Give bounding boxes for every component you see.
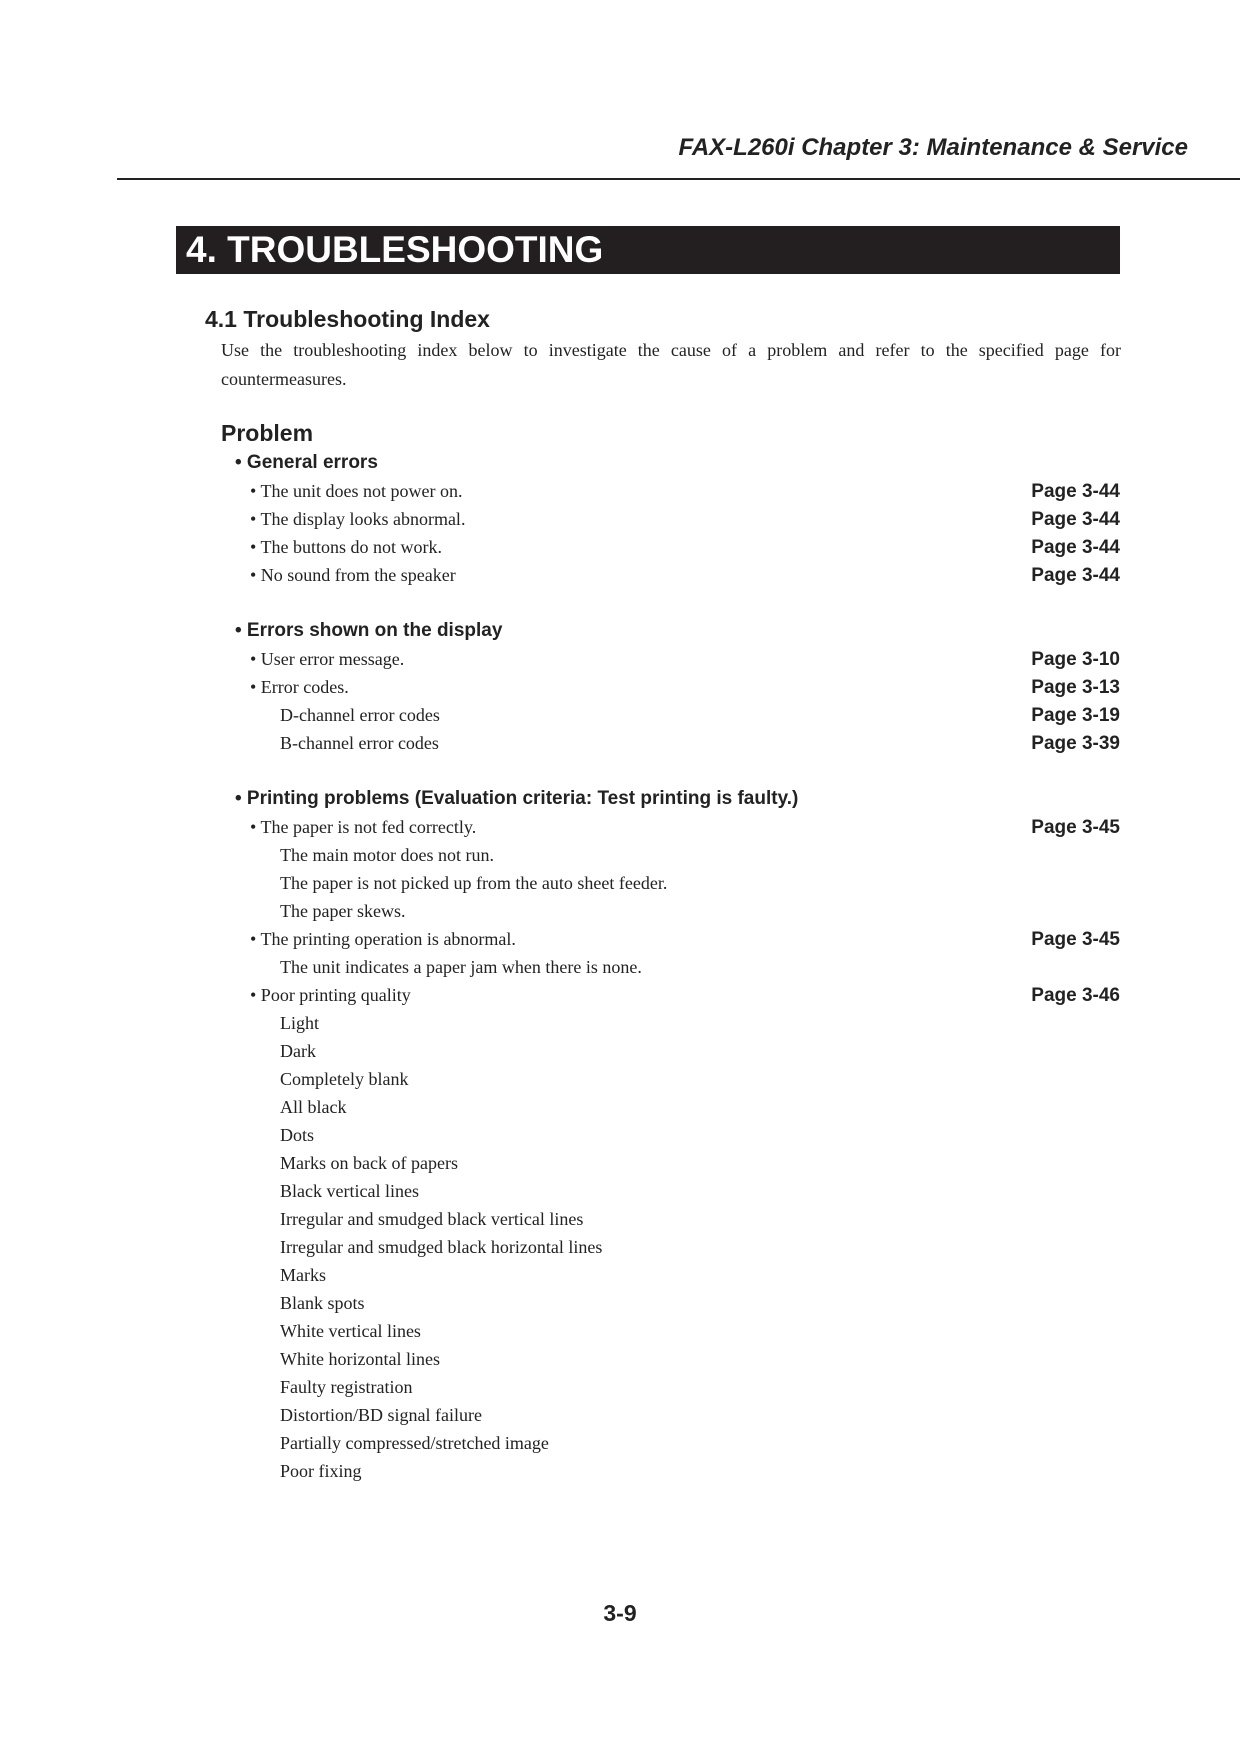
- index-item-label: • No sound from the speaker: [250, 565, 456, 585]
- index-row: [0, 929, 1240, 957]
- index-row: [0, 901, 1240, 929]
- index-row: [0, 1265, 1240, 1293]
- index-row: [0, 1181, 1240, 1209]
- group-title: • General errors: [235, 452, 378, 473]
- index-row: [0, 845, 1240, 873]
- index-row: [0, 565, 1240, 593]
- index-row: [0, 1433, 1240, 1461]
- index-item-label: The paper skews.: [280, 901, 406, 921]
- index-row: [0, 509, 1240, 537]
- index-item-label: Black vertical lines: [280, 1181, 419, 1201]
- header-rule: [117, 178, 1240, 180]
- index-item-label: Irregular and smudged black horizontal lines: [280, 1237, 603, 1257]
- index-item-label: Poor fixing: [280, 1461, 362, 1481]
- page-reference: Page 3-44: [1031, 481, 1120, 502]
- index-row: [0, 481, 1240, 509]
- index-row: [0, 873, 1240, 901]
- index-item-label: Marks on back of papers: [280, 1153, 458, 1173]
- section-title: 4.1 Troubleshooting Index: [205, 306, 490, 332]
- page-number: 3-9: [603, 1600, 637, 1626]
- problem-heading: Problem: [221, 420, 314, 446]
- index-item-label: Dots: [280, 1125, 315, 1145]
- index-row: [0, 1125, 1240, 1153]
- page-reference: Page 3-13: [1031, 677, 1120, 698]
- page-reference: Page 3-44: [1031, 537, 1120, 558]
- index-row: [0, 1097, 1240, 1125]
- index-item-label: White horizontal lines: [280, 1349, 440, 1369]
- index-row: [0, 985, 1240, 1013]
- index-item-label: • The printing operation is abnormal.: [250, 929, 516, 949]
- page-reference: Page 3-39: [1031, 733, 1120, 754]
- index-item-label: Distortion/BD signal failure: [280, 1405, 482, 1425]
- index-item-label: Partially compressed/stretched image: [280, 1433, 549, 1453]
- index-row: [0, 705, 1240, 733]
- index-item-label: • The paper is not fed correctly.: [250, 817, 477, 837]
- index-row: [0, 677, 1240, 705]
- index-item-label: Dark: [280, 1041, 316, 1061]
- index-row: [0, 1461, 1240, 1489]
- index-item-label: Faulty registration: [280, 1377, 413, 1397]
- index-row: [0, 817, 1240, 845]
- index-item-label: B-channel error codes: [280, 733, 439, 753]
- page-reference: Page 3-45: [1031, 929, 1120, 950]
- index-row: [0, 1349, 1240, 1377]
- index-item-label: • The display looks abnormal.: [250, 509, 466, 529]
- index-item-label: White vertical lines: [280, 1321, 421, 1341]
- index-row: [0, 957, 1240, 985]
- index-row: [0, 1153, 1240, 1181]
- page-reference: Page 3-10: [1031, 649, 1120, 670]
- index-item-label: All black: [280, 1097, 347, 1117]
- index-item-label: • Poor printing quality: [250, 985, 411, 1005]
- index-item-label: • User error message.: [250, 649, 405, 669]
- index-row: [0, 1405, 1240, 1433]
- page-reference: Page 3-44: [1031, 565, 1120, 586]
- index-item-label: • The unit does not power on.: [250, 481, 463, 501]
- index-row: [0, 1013, 1240, 1041]
- index-item-label: • Error codes.: [250, 677, 349, 697]
- index-row: [0, 733, 1240, 761]
- page-reference: Page 3-46: [1031, 985, 1120, 1006]
- index-row: [0, 1377, 1240, 1405]
- index-item-label: Blank spots: [280, 1293, 365, 1313]
- running-header: FAX-L260i Chapter 3: Maintenance & Service: [678, 134, 1188, 161]
- index-item-label: D-channel error codes: [280, 705, 440, 725]
- page-reference: Page 3-45: [1031, 817, 1120, 838]
- index-item-label: Completely blank: [280, 1069, 409, 1089]
- index-row: [0, 1321, 1240, 1349]
- page-reference: Page 3-44: [1031, 509, 1120, 530]
- index-row: [0, 1237, 1240, 1265]
- index-item-label: Marks: [280, 1265, 326, 1285]
- index-item-label: The unit indicates a paper jam when there is none.: [280, 957, 642, 977]
- index-item-label: The paper is not picked up from the auto sheet feeder.: [280, 873, 668, 893]
- group-title: • Printing problems (Evaluation criteria: Test printing is faulty.): [235, 788, 799, 809]
- index-item-label: • The buttons do not work.: [250, 537, 442, 557]
- index-item-label: Irregular and smudged black vertical lines: [280, 1209, 584, 1229]
- index-item-label: Light: [280, 1013, 319, 1033]
- page-reference: Page 3-19: [1031, 705, 1120, 726]
- index-row: [0, 1293, 1240, 1321]
- index-row: [0, 649, 1240, 677]
- index-row: [0, 537, 1240, 565]
- chapter-title-banner: 4. TROUBLESHOOTING: [176, 226, 1120, 274]
- section-intro: Use the troubleshooting index below to investigate the cause of a problem and refer to the specified page for countermeasures.: [221, 340, 1121, 389]
- index-item-label: The main motor does not run.: [280, 845, 494, 865]
- index-row: [0, 1209, 1240, 1237]
- index-row: [0, 1069, 1240, 1097]
- group-title: • Errors shown on the display: [235, 620, 503, 641]
- index-row: [0, 1041, 1240, 1069]
